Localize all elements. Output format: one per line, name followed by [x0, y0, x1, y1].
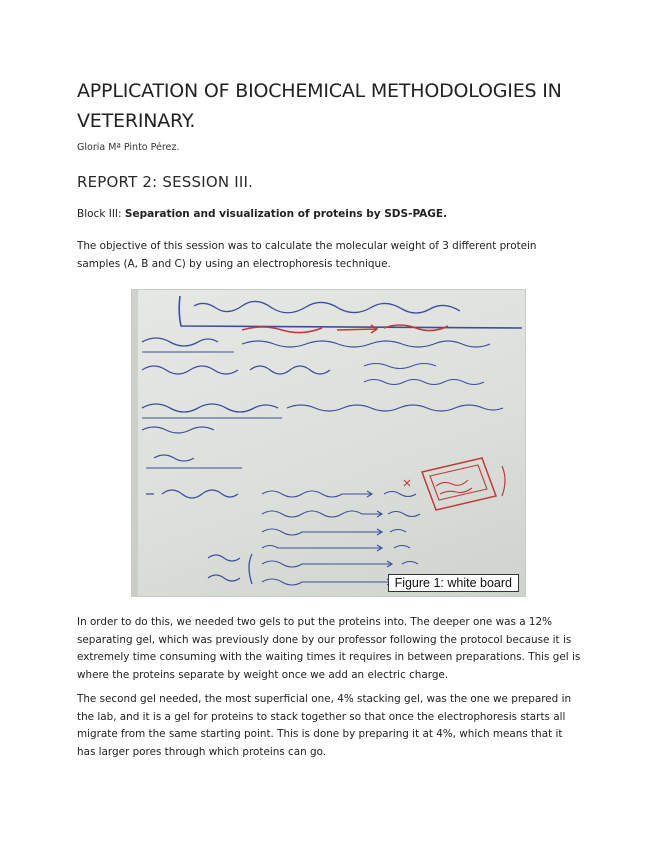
- block-prefix: Block III:: [77, 208, 125, 220]
- document-title: APPLICATION OF BIOCHEMICAL METHODOLOGIES IN VETERINARY.: [77, 80, 562, 132]
- paragraph-gels: In order to do this, we needed two gels to put the proteins into. The deeper one was a 12% separating gel, which was previously done by our professor following the protocol because it is extremely time consuming with the waiting times it requires in between preparations. This gel is where the proteins separate by weight once we add an electric charge.: [77, 616, 581, 681]
- block-title: Separation and visualization of proteins by SDS-PAGE.: [124, 208, 448, 220]
- report-heading: REPORT 2: SESSION III.: [77, 173, 254, 191]
- whiteboard-photo: [132, 290, 525, 596]
- figure-caption: Figure 1: white board: [388, 574, 519, 592]
- block-heading: [77, 208, 447, 220]
- author-name: Gloria Mª Pinto Pérez.: [77, 142, 180, 153]
- paragraph-objective: The objective of this session was to calculate the molecular weight of 3 different protein samples (A, B and C) by using an electrophoresis technique.: [77, 240, 537, 270]
- paragraph-stacking-gel: The second gel needed, the most superficial one, 4% stacking gel, was the one we prepared in the lab, and it is a gel for proteins to stack together so that once the electrophoresis starts all migrate from the same starting point. This is done by preparing it at 4%, which means that it has larger pores through which proteins can go.: [77, 693, 572, 758]
- whiteboard-figure: [131, 289, 526, 597]
